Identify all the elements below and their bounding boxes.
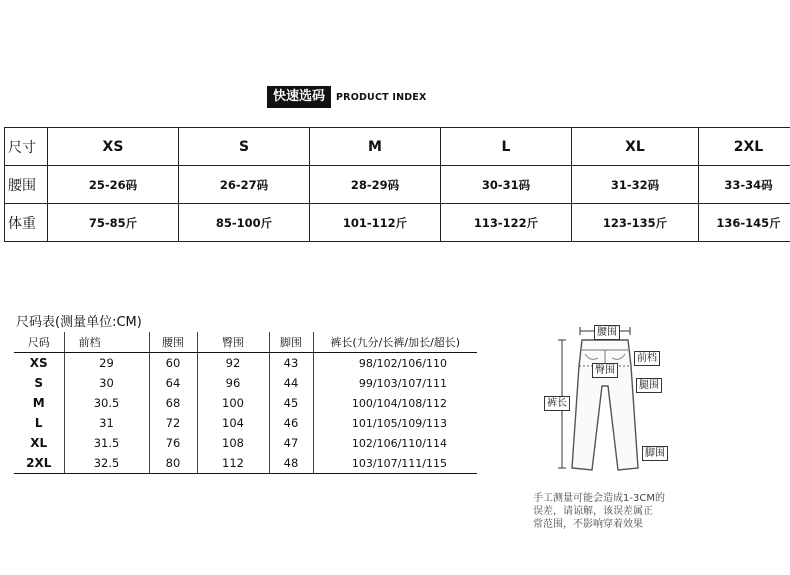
waist-cell: 80 (149, 453, 197, 474)
waist-label: 腰围 (594, 325, 620, 340)
measure-table (14, 332, 477, 474)
size-cell: M (310, 128, 441, 166)
weight-row (5, 204, 790, 242)
waist-cell: 30-31码 (441, 166, 572, 204)
col-header: 臀围 (197, 332, 269, 353)
table-row (14, 353, 477, 374)
hip-cell: 112 (197, 453, 269, 474)
front-rise-cell: 31.5 (64, 433, 149, 453)
weight-cell: 113-122斤 (441, 204, 572, 242)
hip-cell: 100 (197, 393, 269, 413)
length-cell: 102/106/110/114 (351, 436, 447, 450)
note-line: 手工测量可能会造成1-3CM的 (533, 493, 665, 504)
waist-cell: 68 (149, 393, 197, 413)
leg-opening-cell: 45 (269, 393, 313, 413)
note-line: 误差，请谅解，该误差属正 (533, 506, 653, 517)
front-rise-cell: 32.5 (64, 453, 149, 474)
waist-cell: 25-26码 (48, 166, 179, 204)
waist-cell: 60 (149, 353, 197, 374)
col-header: 尺码 (14, 332, 64, 353)
col-header: 裤长(九分/长裤/加长/超长) (313, 332, 477, 353)
front-rise-cell: 30 (64, 373, 149, 393)
header-title-zh: 快速选码 (267, 86, 331, 108)
waist-row (5, 166, 790, 204)
length-cell: 99/103/107/111 (358, 376, 447, 390)
weight-cell: 85-100斤 (179, 204, 310, 242)
size-cell: XS (48, 128, 179, 166)
table-row (14, 373, 477, 393)
thigh-label: 腿围 (636, 378, 662, 393)
waist-cell: 76 (149, 433, 197, 453)
table-row (14, 393, 477, 413)
weight-cell: 101-112斤 (310, 204, 441, 242)
size-row (5, 128, 790, 166)
leg-opening-cell: 48 (269, 453, 313, 474)
measure-table-title: 尺码表(测量单位:CM) (16, 315, 142, 330)
header-title-en: PRODUCT INDEX (336, 91, 427, 103)
length-cell: 98/102/106/110 (358, 356, 447, 370)
size-cell: S (179, 128, 310, 166)
leg-opening-cell: 44 (269, 373, 313, 393)
hip-cell: 108 (197, 433, 269, 453)
size-cell: L (441, 128, 572, 166)
size-cell: M (14, 393, 64, 413)
row-label-waist: 腰围 (5, 166, 48, 204)
size-index-table (4, 127, 790, 242)
weight-cell: 75-85斤 (48, 204, 179, 242)
leg-opening-cell: 47 (269, 433, 313, 453)
table-row (14, 453, 477, 474)
leg-opening-cell: 46 (269, 413, 313, 433)
hip-cell: 96 (197, 373, 269, 393)
front-rise-label: 前档 (634, 351, 660, 366)
row-label-weight: 体重 (5, 204, 48, 242)
front-rise-cell: 31 (64, 413, 149, 433)
hip-label: 臀围 (592, 363, 618, 378)
row-label-size: 尺寸 (5, 128, 48, 166)
waist-cell: 31-32码 (572, 166, 699, 204)
size-cell: XL (572, 128, 699, 166)
waist-cell: 64 (149, 373, 197, 393)
size-cell: 2XL (14, 453, 64, 474)
front-rise-cell: 29 (64, 353, 149, 374)
measurement-note (533, 492, 693, 531)
hip-cell: 104 (197, 413, 269, 433)
front-rise-cell: 30.5 (64, 393, 149, 413)
waist-cell: 26-27码 (179, 166, 310, 204)
length-cell: 100/104/108/112 (351, 396, 447, 410)
col-header: 前档 (64, 332, 149, 353)
size-cell: 2XL (699, 128, 790, 166)
size-cell: L (14, 413, 64, 433)
measure-header-row (14, 332, 477, 353)
table-row (14, 413, 477, 433)
size-cell: S (14, 373, 64, 393)
product-index-header (267, 86, 427, 108)
waist-cell: 72 (149, 413, 197, 433)
col-header: 脚围 (269, 332, 313, 353)
table-row (14, 433, 477, 453)
waist-cell: 28-29码 (310, 166, 441, 204)
pants-measurement-diagram (538, 318, 696, 490)
leg-opening-cell: 43 (269, 353, 313, 374)
length-cell: 103/107/111/115 (313, 453, 477, 474)
hip-cell: 92 (197, 353, 269, 374)
note-line: 常范围，不影响穿着效果 (533, 519, 643, 530)
waist-cell: 33-34码 (699, 166, 790, 204)
col-header: 腰围 (149, 332, 197, 353)
size-cell: XS (14, 353, 64, 374)
weight-cell: 136-145斤 (699, 204, 790, 242)
leg-opening-label: 脚围 (642, 446, 668, 461)
size-cell: XL (14, 433, 64, 453)
length-cell: 101/105/109/113 (351, 416, 447, 430)
length-label: 裤长 (544, 396, 570, 411)
weight-cell: 123-135斤 (572, 204, 699, 242)
